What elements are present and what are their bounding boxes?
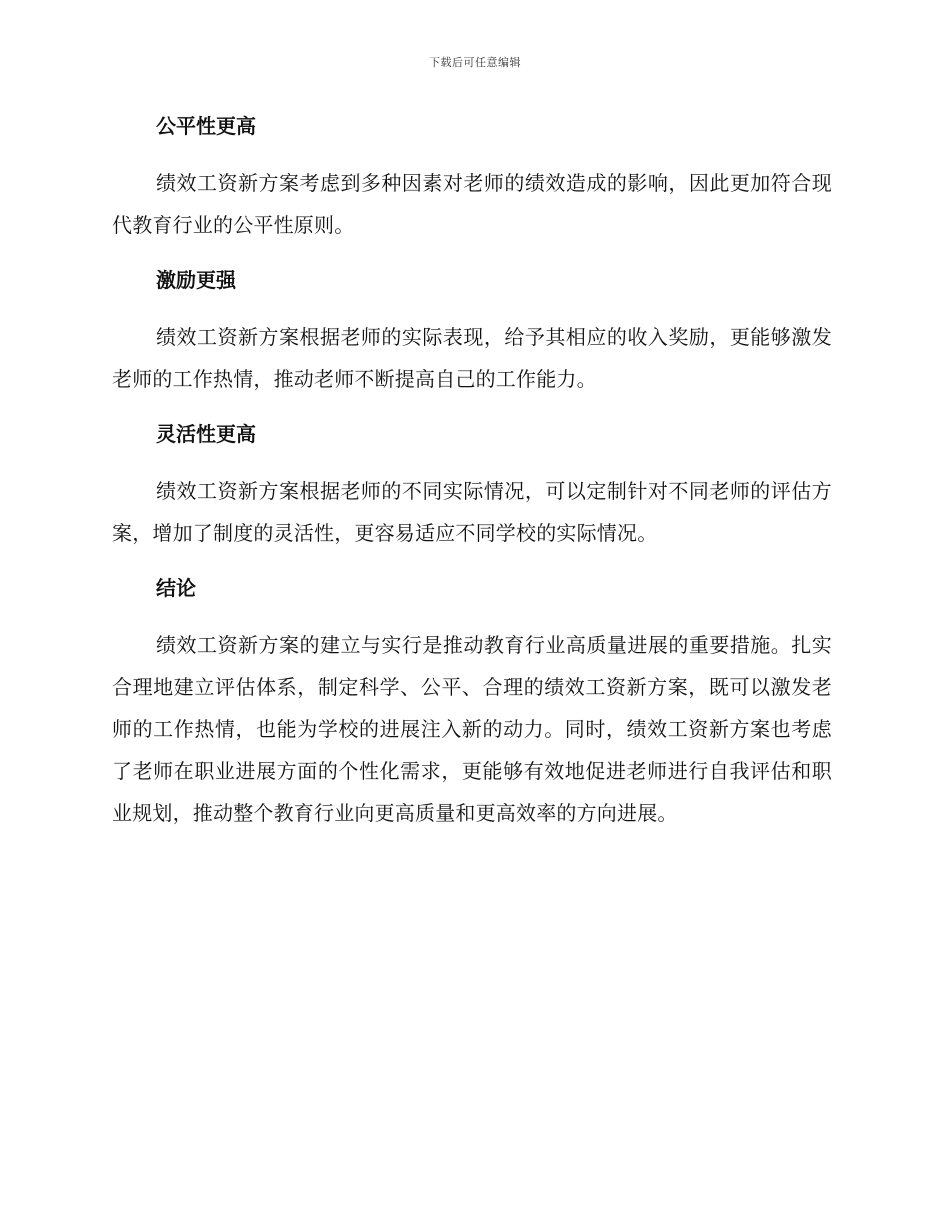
section-heading: 激励更强	[156, 268, 236, 292]
section-flexibility	[112, 418, 832, 554]
section-paragraph: 绩效工资新方案考虑到多种因素对老师的绩效造成的影响，因此更加符合现代教育行业的公平性原则。	[112, 171, 832, 237]
section-heading: 灵活性更高	[156, 422, 256, 446]
section-conclusion	[112, 572, 832, 834]
section-heading: 公平性更高	[156, 114, 256, 138]
section-heading: 结论	[156, 576, 196, 600]
section-paragraph: 绩效工资新方案的建立与实行是推动教育行业高质量进展的重要措施。扎实合理地建立评估体系，制定科学、公平、合理的绩效工资新方案，既可以激发老师的工作热情，也能为学校的进展注入新的动力。同时，绩效工资新方案也考虑了老师在职业进展方面的个性化需求，更能够有效地促进老师进行自我评估和职业规划，推动整个教育行业向更高质量和更高效率的方向进展。	[112, 633, 832, 825]
section-paragraph: 绩效工资新方案根据老师的不同实际情况，可以定制针对不同老师的评估方案，增加了制度的灵活性，更容易适应不同学校的实际情况。	[112, 479, 832, 545]
section-paragraph: 绩效工资新方案根据老师的实际表现，给予其相应的收入奖励，更能够激发老师的工作热情，推动老师不断提高自己的工作能力。	[112, 325, 832, 391]
document-body	[112, 110, 832, 852]
page-header-note: 下载后可任意编辑	[429, 56, 521, 69]
section-fairness	[112, 110, 832, 246]
section-incentive	[112, 264, 832, 400]
